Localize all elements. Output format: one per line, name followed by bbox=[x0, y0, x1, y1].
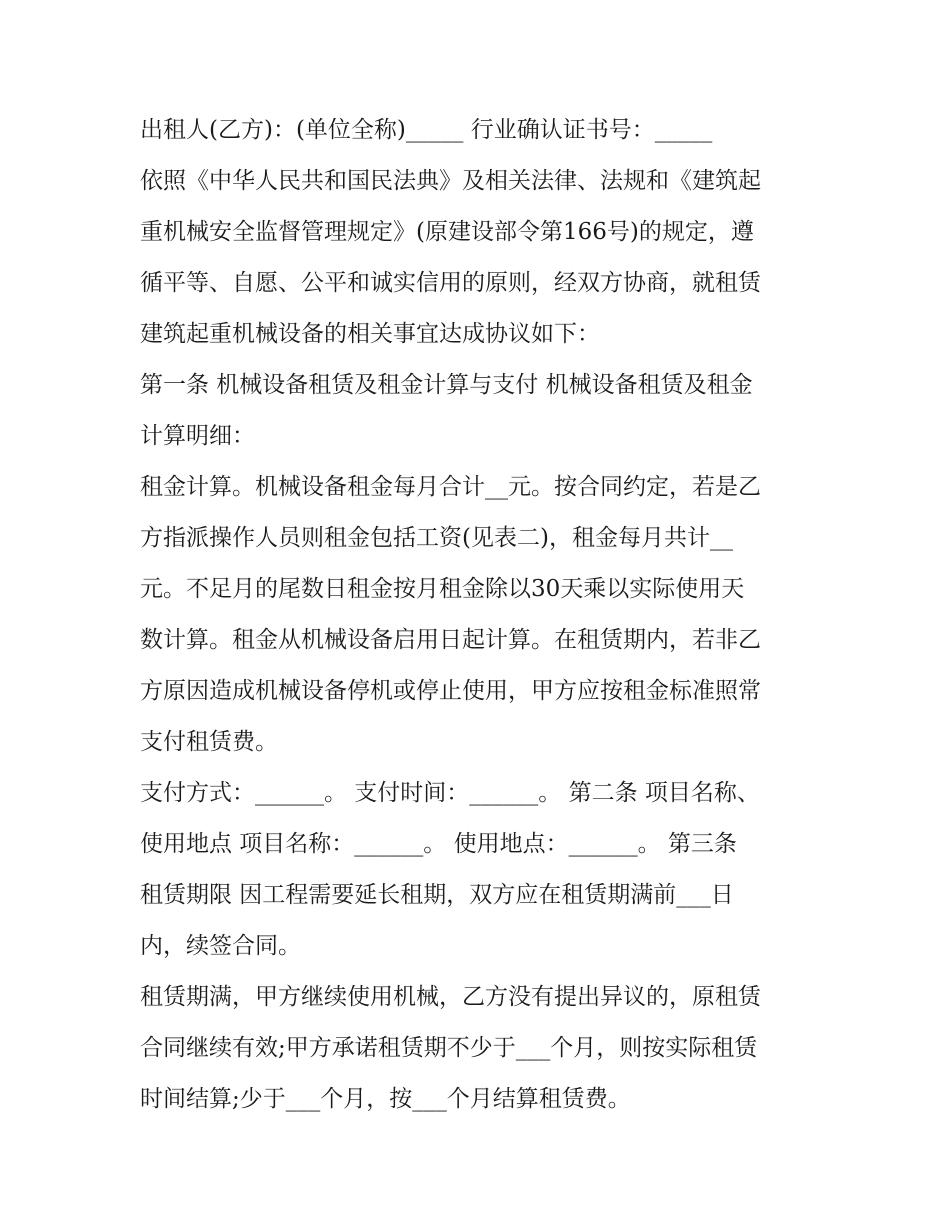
text-line: 合同继续有效;甲方承诺租赁期不少于___个月，则按实际租赁 bbox=[140, 1035, 758, 1061]
text-line: 元。不足月的尾数日租金按月租金除以30天乘以实际使用天 bbox=[140, 576, 745, 602]
text-line: 循平等、自愿、公平和诚实信用的原则，经双方协商，就租赁 bbox=[140, 270, 761, 296]
text-line: 第一条 机械设备租赁及租金计算与支付 机械设备租赁及租金 bbox=[140, 372, 753, 398]
text-line: 依照《中华人民共和国民法典》及相关法律、法规和《建筑起 bbox=[140, 168, 761, 194]
text-line: 计算明细： bbox=[140, 423, 255, 449]
text-line: 出租人(乙方)：(单位全称)_____ 行业确认证书号：_____ bbox=[140, 117, 713, 143]
text-line: 租赁期限 因工程需要延长租期，双方应在租赁期满前___日 bbox=[140, 882, 734, 908]
text-line: 时间结算;少于___个月，按___个月结算租赁费。 bbox=[140, 1086, 631, 1112]
text-line: 支付方式：______。 支付时间：______。 第二条 项目名称、 bbox=[140, 780, 760, 806]
text-line: 方指派操作人员则租金包括工资(见表二)，租金每月共计__ bbox=[140, 525, 733, 551]
text-line: 租金计算。机械设备租金每月合计__元。按合同约定，若是乙 bbox=[140, 474, 761, 500]
text-line: 租赁期满，甲方继续使用机械，乙方没有提出异议的，原租赁 bbox=[140, 984, 761, 1010]
text-line: 方原因造成机械设备停机或停止使用，甲方应按租金标准照常 bbox=[140, 678, 761, 704]
text-line: 支付租赁费。 bbox=[140, 729, 278, 755]
text-line: 数计算。租金从机械设备启用日起计算。在租赁期内，若非乙 bbox=[140, 627, 761, 653]
text-line: 内，续签合同。 bbox=[140, 933, 301, 959]
text-line: 重机械安全监督管理规定》(原建设部令第166号)的规定，遵 bbox=[140, 219, 754, 245]
text-line: 使用地点 项目名称：______。 使用地点：______。 第三条 bbox=[140, 831, 737, 857]
text-line: 建筑起重机械设备的相关事宜达成协议如下： bbox=[140, 321, 600, 347]
